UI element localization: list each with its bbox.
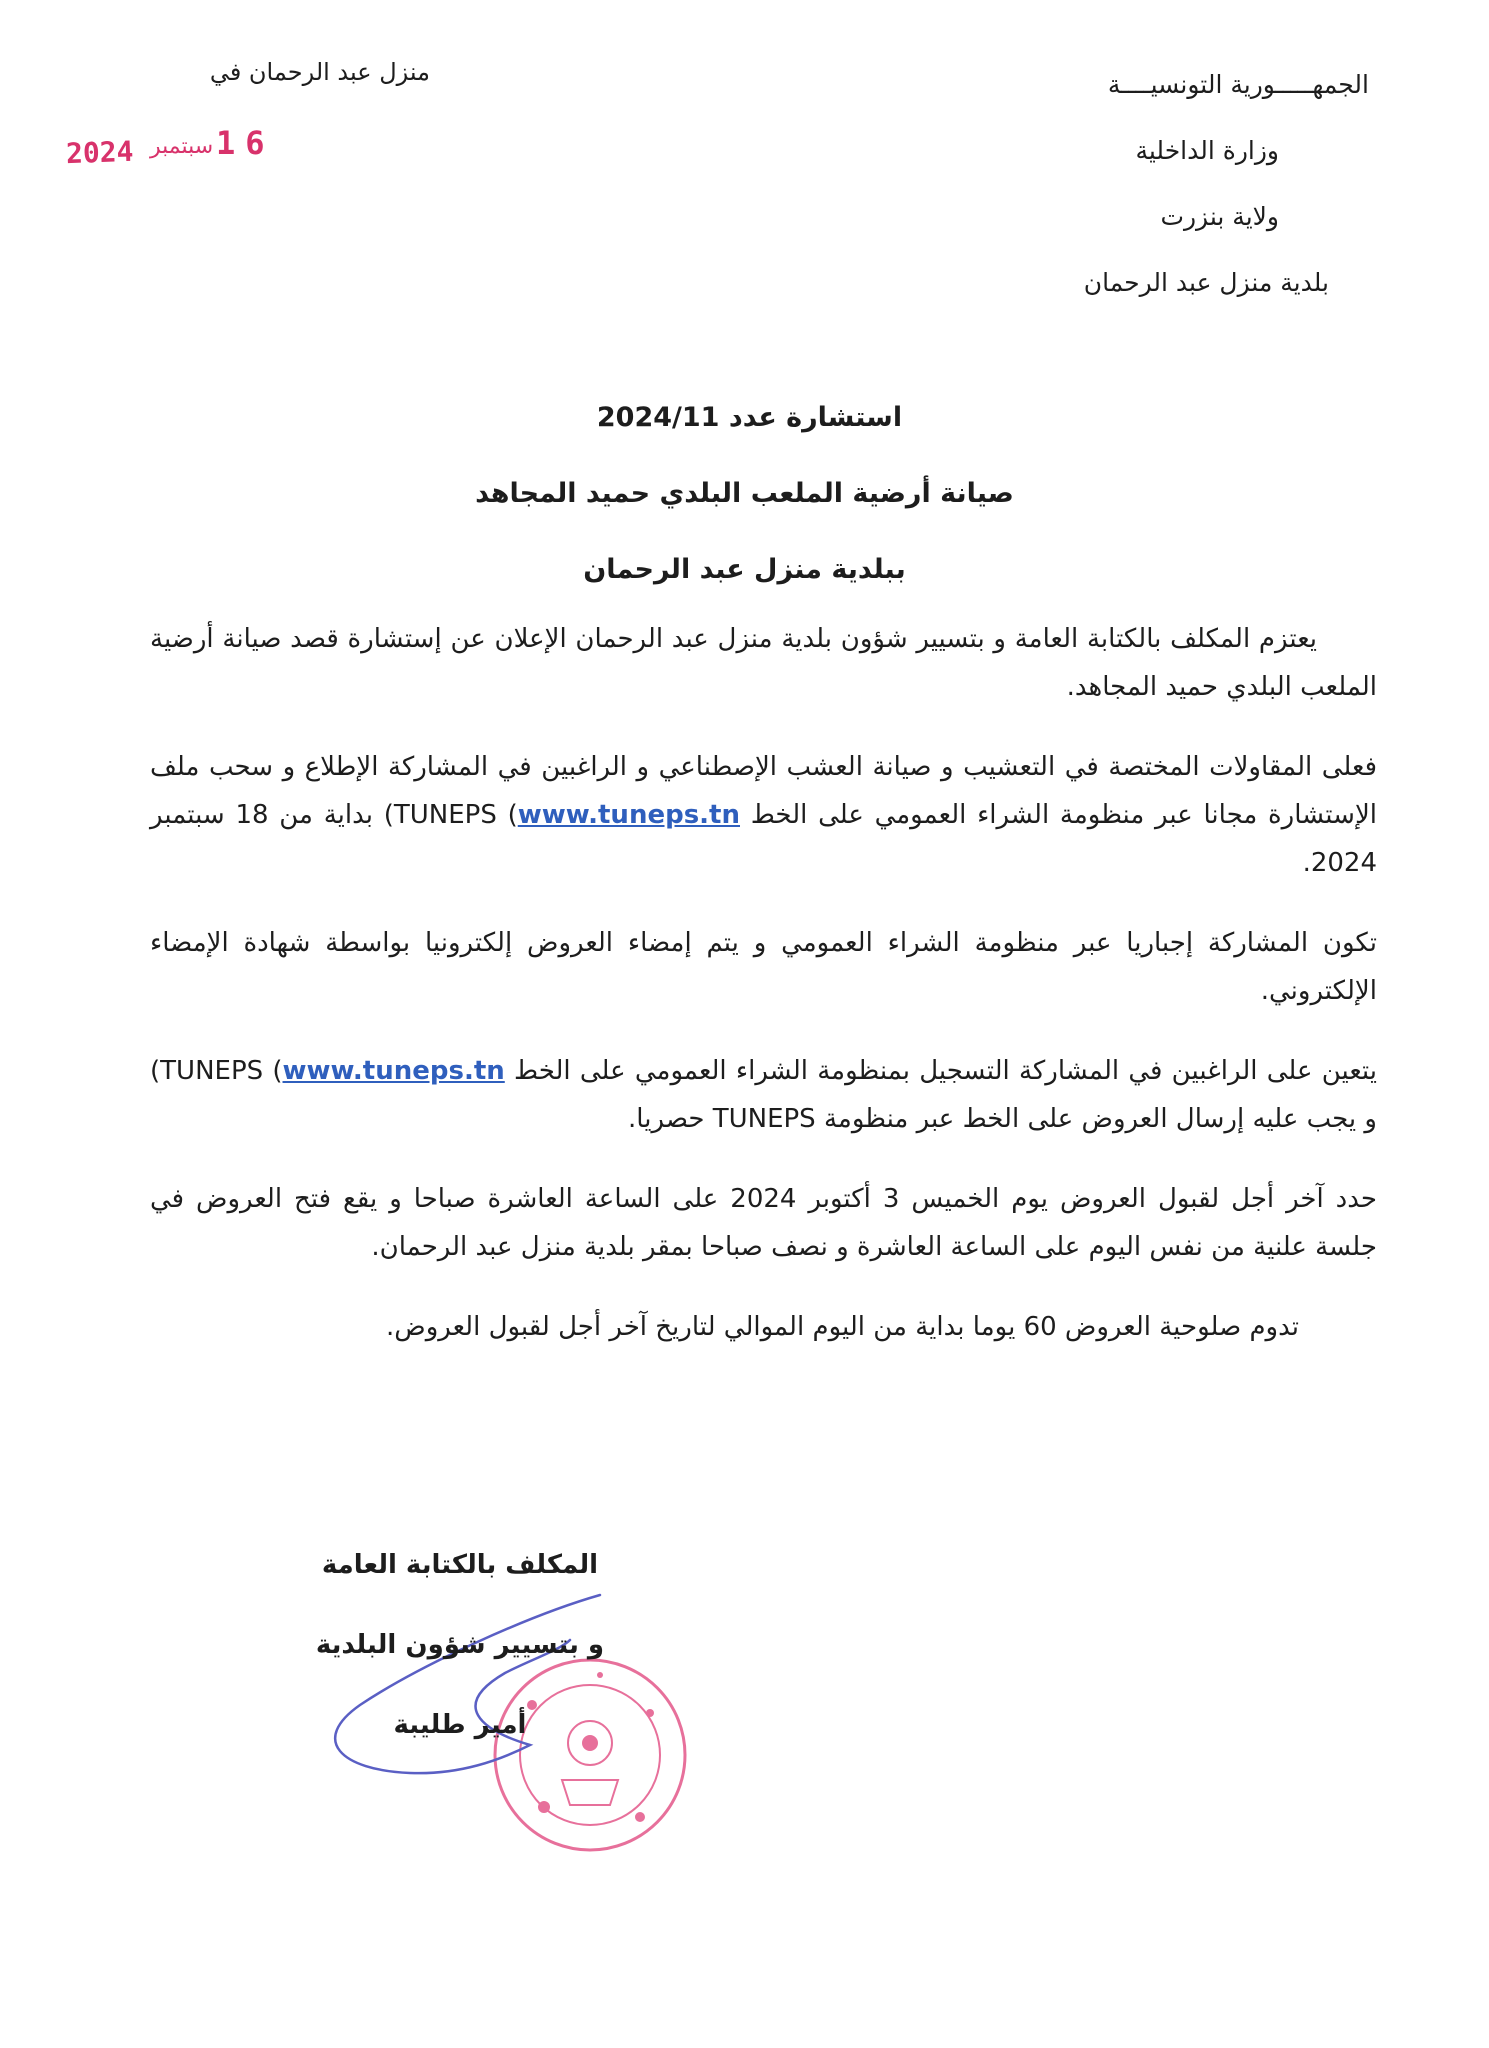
place-line: منزل عبد الرحمان في (209, 58, 430, 86)
header-municipality: بلدية منزل عبد الرحمان (1083, 268, 1329, 297)
paragraph-download (150, 743, 1377, 887)
signatory-title-line1: المكلف بالكتابة العامة (321, 1550, 599, 1580)
header-governorate: ولاية بنزرت (1160, 202, 1279, 231)
date-stamp-year: 2024 (65, 134, 134, 171)
paragraph-registration-end: ) و يجب عليه إرسال العروض على الخط عبر منظومة TUNEPS حصريا. (150, 1056, 1377, 1134)
document-titles (0, 380, 1489, 608)
document-body (150, 615, 1377, 1383)
paragraph-registration (150, 1047, 1377, 1143)
date-stamp-day: 16 (216, 124, 275, 162)
date-stamp (38, 118, 288, 178)
paragraph-deadline: حدد آخر أجل لقبول العروض يوم الخميس 3 أكتوبر 2024 على الساعة العاشرة صباحا و يقع فتح العروض في جلسة علنية من نفس اليوم على الساعة العاشرة و نصف صباحا بمقر بلدية منزل عبد الرحمان. (150, 1184, 1377, 1262)
location-title: ببلدية منزل عبد الرحمان (583, 554, 906, 585)
paragraph-download-date: ) بداية من 18 سبتمبر 2024. (150, 800, 1377, 878)
signature-block (300, 1525, 620, 1765)
administrative-header (949, 52, 1369, 316)
paragraph-electronic-signature: تكون المشاركة إجباريا عبر منظومة الشراء العمومي و يتم إمضاء العروض إلكترونيا بواسطة شهادة الإمضاء الإلكتروني. (150, 928, 1377, 1006)
header-country: الجمهـــــورية التونسيــــة (1107, 70, 1369, 99)
signatory-title-line2: و بتسيير شؤون البلدية (315, 1630, 605, 1660)
paragraph-download-text: فعلى المقاولات المختصة في التعشيب و صيانة العشب الإصطناعي و الراغبين في المشاركة الإطلاع و سحب ملف الإستشارة مجانا عبر منظومة الشراء العمومي على الخط TUNEPS ( (150, 752, 1377, 830)
signatory-name: أمير طليبة (393, 1710, 527, 1740)
consultation-title: استشارة عدد 2024/11 (596, 402, 903, 433)
date-stamp-month: سبتمبر (150, 134, 214, 159)
tuneps-link-2[interactable]: www.tuneps.tn (282, 1056, 505, 1086)
paragraph-validity: تدوم صلوحية العروض 60 يوما بداية من اليوم الموالي لتاريخ آخر أجل لقبول العروض. (386, 1312, 1299, 1342)
paragraph-announcement: يعتزم المكلف بالكتابة العامة و بتسيير شؤون بلدية منزل عبد الرحمان الإعلان عن إستشارة قصد صيانة أرضية الملعب البلدي حميد المجاهد. (150, 624, 1377, 702)
tuneps-link[interactable]: www.tuneps.tn (517, 800, 740, 830)
paragraph-registration-text: يتعين على الراغبين في المشاركة التسجيل بمنظومة الشراء العمومي على الخط TUNEPS ( (160, 1056, 1377, 1086)
subject-title: صيانة أرضية الملعب البلدي حميد المجاهد (475, 478, 1014, 509)
header-ministry: وزارة الداخلية (1135, 136, 1279, 165)
